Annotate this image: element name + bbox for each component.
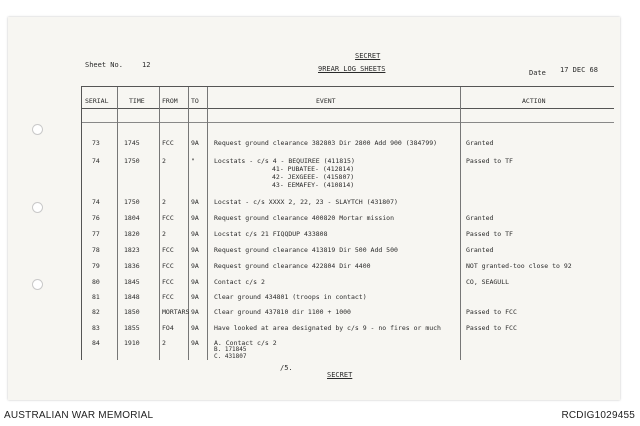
row-from: 2 <box>162 198 166 206</box>
row-event-line: 41- PUBATEE- (412814) <box>272 165 355 173</box>
row-serial: 76 <box>92 214 100 222</box>
row-event-line: Request ground clearance 413819 Dir 500 Add 500 <box>214 246 398 254</box>
row-time: 1910 <box>124 339 140 347</box>
column-divider <box>460 87 461 360</box>
row-time: 1855 <box>124 324 140 332</box>
classification-top: SECRET <box>355 52 381 60</box>
column-header-to: TO <box>191 97 199 105</box>
row-action: Granted <box>466 246 494 254</box>
row-event-line: Request ground clearance 400820 Mortar mission <box>214 214 395 222</box>
row-from: FCC <box>162 246 174 254</box>
row-event-line: Locstats - c/s 4 - BEQUIREE (411815) <box>214 157 355 165</box>
column-header-event: EVENT <box>316 97 336 105</box>
row-from: FCC <box>162 139 174 147</box>
row-serial: 73 <box>92 139 100 147</box>
row-to: 9A <box>191 246 199 254</box>
column-divider <box>159 87 160 360</box>
row-to: 9A <box>191 339 199 347</box>
row-serial: 83 <box>92 324 100 332</box>
row-event-line: B. 171845 <box>214 346 247 353</box>
row-event-line: Contact c/s 2 <box>214 278 265 286</box>
page-end-marker: /5. <box>280 364 293 372</box>
row-event-line: Clear ground 434801 (troops in contact) <box>214 293 367 301</box>
header-divider <box>82 108 614 109</box>
column-header-time: TIME <box>129 97 145 105</box>
row-to: 9A <box>191 214 199 222</box>
row-to: 9A <box>191 308 199 316</box>
row-serial: 78 <box>92 246 100 254</box>
row-from: FO4 <box>162 324 174 332</box>
row-from: FCC <box>162 214 174 222</box>
row-event-line: C. 431807 <box>214 353 247 360</box>
row-event-line: 42- JEXGEEE- (415807) <box>272 173 355 181</box>
column-header-from: FROM <box>162 97 178 105</box>
row-time: 1750 <box>124 198 140 206</box>
row-serial: 82 <box>92 308 100 316</box>
row-action: Passed to TF <box>466 230 513 238</box>
row-action: Granted <box>466 139 494 147</box>
row-event-line: Locstat - c/s XXXX 2, 22, 23 - SLAYTCH (431807) <box>214 198 398 206</box>
row-time: 1745 <box>124 139 140 147</box>
column-divider <box>188 87 189 360</box>
row-event-line: Request ground clearance 422804 Dir 4400 <box>214 262 371 270</box>
row-event-line: Locstat c/s 21 FIQQDUP 433808 <box>214 230 328 238</box>
row-event-line: Clear ground 437810 dir 1100 + 1000 <box>214 308 351 316</box>
row-event-line: Have looked at area designated by c/s 9 - no fires or much <box>214 324 441 332</box>
row-to: 9A <box>191 230 199 238</box>
punch-hole <box>32 279 43 290</box>
row-from: FCC <box>162 262 174 270</box>
row-event-line: A. Contact c/s 2 <box>214 339 277 347</box>
row-to: 9A <box>191 139 199 147</box>
row-to: 9A <box>191 262 199 270</box>
row-time: 1823 <box>124 246 140 254</box>
row-serial: 77 <box>92 230 100 238</box>
column-header-serial: SERIAL <box>85 97 109 105</box>
classification-bottom: SECRET <box>327 371 353 379</box>
row-from: FCC <box>162 278 174 286</box>
header-bottom-rule <box>82 122 614 123</box>
log-title: 9REAR LOG SHEETS <box>318 65 386 73</box>
row-to: 9A <box>191 198 199 206</box>
row-to: " <box>191 157 195 165</box>
row-from: 2 <box>162 157 166 165</box>
date-label: Date <box>529 69 546 77</box>
row-time: 1804 <box>124 214 140 222</box>
row-time: 1845 <box>124 278 140 286</box>
row-to: 9A <box>191 278 199 286</box>
date-value: 17 DEC 68 <box>560 66 598 74</box>
row-action: Passed to FCC <box>466 324 517 332</box>
row-action: Passed to TF <box>466 157 513 165</box>
row-time: 1848 <box>124 293 140 301</box>
footer-record-id: RCDIG1029455 <box>561 410 635 421</box>
row-from: 2 <box>162 230 166 238</box>
row-serial: 80 <box>92 278 100 286</box>
column-divider <box>117 87 118 360</box>
row-from: FCC <box>162 293 174 301</box>
footer-archive-name: AUSTRALIAN WAR MEMORIAL <box>4 410 154 421</box>
row-action: NOT granted-too close to 92 <box>466 262 572 270</box>
row-event-line: Request ground clearance 382803 Dir 2800 Add 900 (384799) <box>214 139 438 147</box>
column-divider <box>207 87 208 360</box>
punch-hole <box>32 124 43 135</box>
row-action: Granted <box>466 214 494 222</box>
row-event-line: 43- EEMAFEY- (410814) <box>272 181 355 189</box>
row-from: MORTARS <box>162 308 190 316</box>
row-action: Passed to FCC <box>466 308 517 316</box>
row-time: 1750 <box>124 157 140 165</box>
punch-hole <box>32 202 43 213</box>
log-table <box>81 86 614 360</box>
sheet-number-value: 12 <box>142 61 151 69</box>
row-to: 9A <box>191 324 199 332</box>
row-from: 2 <box>162 339 166 347</box>
sheet-number-label: Sheet No. <box>85 61 123 69</box>
row-to: 9A <box>191 293 199 301</box>
row-action: CO, SEAGULL <box>466 278 510 286</box>
row-time: 1836 <box>124 262 140 270</box>
row-time: 1850 <box>124 308 140 316</box>
row-serial: 81 <box>92 293 100 301</box>
row-serial: 74 <box>92 157 100 165</box>
column-header-action: ACTION <box>522 97 546 105</box>
row-serial: 84 <box>92 339 100 347</box>
row-serial: 74 <box>92 198 100 206</box>
row-serial: 79 <box>92 262 100 270</box>
row-time: 1820 <box>124 230 140 238</box>
